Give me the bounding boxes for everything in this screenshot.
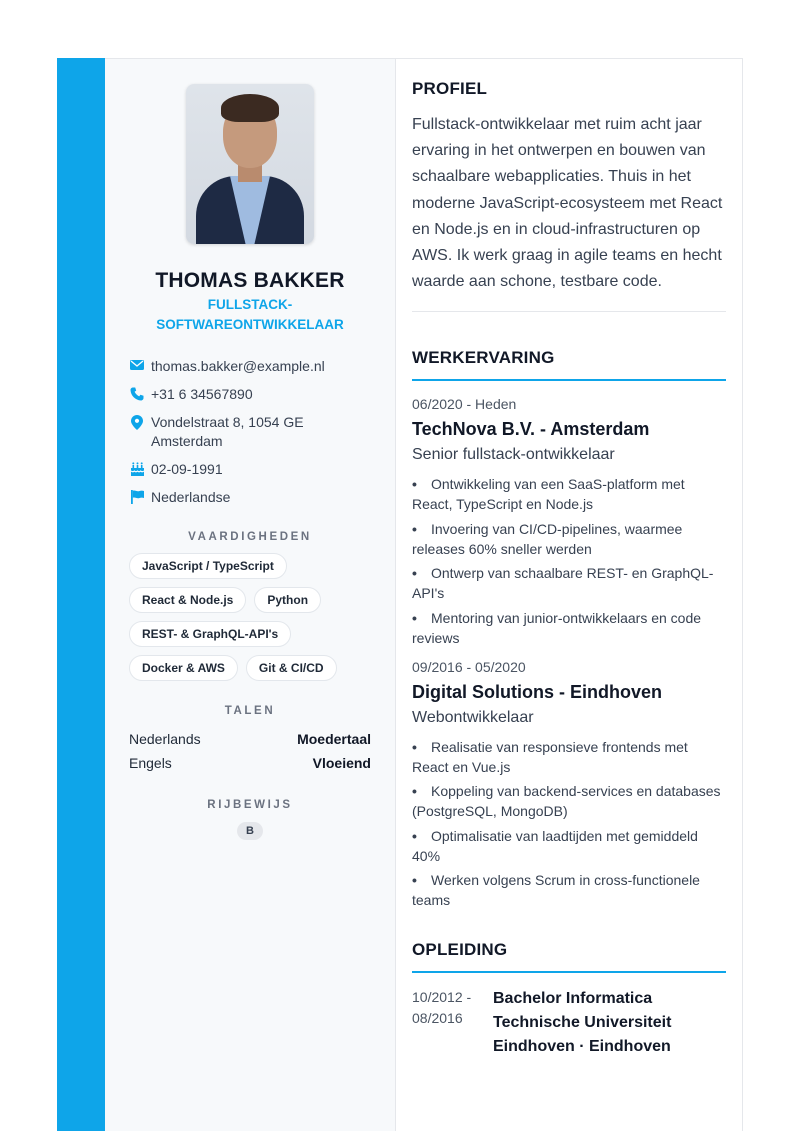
job-role: Webontwikkelaar bbox=[412, 708, 534, 726]
accent-bar bbox=[57, 58, 105, 1131]
phone-icon bbox=[129, 385, 145, 401]
main-content bbox=[396, 59, 742, 1131]
languages-list bbox=[129, 727, 371, 775]
envelope-icon bbox=[129, 357, 145, 371]
map-pin-icon bbox=[129, 413, 145, 430]
resume-page bbox=[57, 58, 743, 1131]
contact-email[interactable]: thomas.bakker@example.nl bbox=[129, 357, 371, 376]
language-name: Nederlands bbox=[129, 731, 201, 747]
skills-heading: VAARDIGHEDEN bbox=[188, 531, 312, 543]
list-item: • Ontwikkeling van een SaaS-platform met React, TypeScript en Node.js bbox=[412, 476, 685, 513]
experience-heading: WERKERVARING bbox=[412, 348, 555, 368]
skills-list bbox=[129, 553, 371, 681]
job-entry bbox=[412, 659, 726, 911]
list-item: • Invoering van CI/CD-pipelines, waarmee releases 60% sneller werden bbox=[412, 520, 683, 557]
list-item: • Realisatie van responsieve frontends met React en Vue.js bbox=[412, 738, 688, 775]
list-item: • Ontwerp van schaalbare REST- en GraphQL-API's bbox=[412, 565, 714, 602]
license-badge: B bbox=[237, 822, 263, 840]
skill-chip: React & Node.js bbox=[129, 587, 246, 613]
education-heading: OPLEIDING bbox=[412, 940, 508, 960]
language-level: Moedertaal bbox=[297, 731, 371, 747]
section-rule bbox=[412, 971, 726, 973]
job-company: Digital Solutions - Eindhoven bbox=[412, 681, 662, 702]
education-entry bbox=[412, 987, 726, 1059]
language-row bbox=[129, 751, 371, 775]
license-heading: RIJBEWIJS bbox=[207, 799, 293, 811]
job-role: Senior fullstack-ontwikkelaar bbox=[412, 446, 615, 464]
language-row bbox=[129, 727, 371, 751]
birthday-cake-icon bbox=[129, 460, 145, 476]
profile-heading: PROFIEL bbox=[412, 79, 488, 98]
list-item: • Mentoring van junior-ontwikkelaars en code reviews bbox=[412, 609, 702, 646]
job-dates: 09/2016 - 05/2020 bbox=[412, 658, 526, 675]
person-name: THOMAS BAKKER bbox=[155, 269, 345, 292]
sidebar bbox=[105, 59, 396, 1131]
contact-address: Vondelstraat 8, 1054 GE Amsterdam bbox=[129, 413, 371, 451]
skill-chip: Docker & AWS bbox=[129, 655, 238, 681]
job-entry bbox=[412, 396, 726, 648]
contact-birthdate: 02-09-1991 bbox=[129, 460, 371, 479]
flag-icon bbox=[129, 488, 145, 504]
job-company: TechNova B.V. - Amsterdam bbox=[412, 419, 650, 440]
skill-chip: Git & CI/CD bbox=[246, 655, 337, 681]
list-item: • Optimalisatie van laadtijden met gemiddeld 40% bbox=[412, 827, 698, 864]
job-bullets bbox=[412, 737, 726, 911]
language-name: Engels bbox=[129, 755, 172, 771]
profile-photo bbox=[186, 84, 314, 244]
language-level: Vloeiend bbox=[312, 755, 371, 771]
education-info bbox=[493, 987, 726, 1059]
education-dates: 10/2012 - 08/2016 bbox=[412, 989, 472, 1027]
skill-chip: JavaScript / TypeScript bbox=[129, 553, 287, 579]
languages-heading: TALEN bbox=[224, 705, 276, 717]
skill-chip: REST- & GraphQL-API's bbox=[129, 621, 291, 647]
skill-chip: Python bbox=[254, 587, 321, 613]
education-degree: Bachelor Informatica bbox=[493, 990, 653, 1008]
section-divider bbox=[412, 311, 726, 312]
contact-phone[interactable]: +31 6 34567890 bbox=[129, 385, 371, 404]
list-item: • Werken volgens Scrum in cross-functionele teams bbox=[412, 872, 700, 909]
person-title: FULLSTACK-SOFTWAREONTWIKKELAAR bbox=[156, 297, 344, 332]
contact-nationality: Nederlandse bbox=[129, 488, 371, 507]
job-dates: 06/2020 - Heden bbox=[412, 396, 517, 413]
education-institution: Technische Universiteit Eindhoven · Eindhoven bbox=[493, 1014, 672, 1056]
section-rule bbox=[412, 379, 726, 381]
job-bullets bbox=[412, 474, 726, 648]
contact-list bbox=[129, 357, 371, 507]
profile-text: Fullstack-ontwikkelaar met ruim acht jaar ervaring in het ontwerpen en bouwen van schaalbare webapplicaties. Thuis in het moderne JavaScript-ecosysteem met React en Node.js en in cloud-infrastructuren op AWS. Ik werk graag in agile teams en hecht waarde aan schone, testbare code. bbox=[412, 116, 723, 291]
list-item: • Koppeling van backend-services en databases (PostgreSQL, MongoDB) bbox=[412, 783, 721, 820]
